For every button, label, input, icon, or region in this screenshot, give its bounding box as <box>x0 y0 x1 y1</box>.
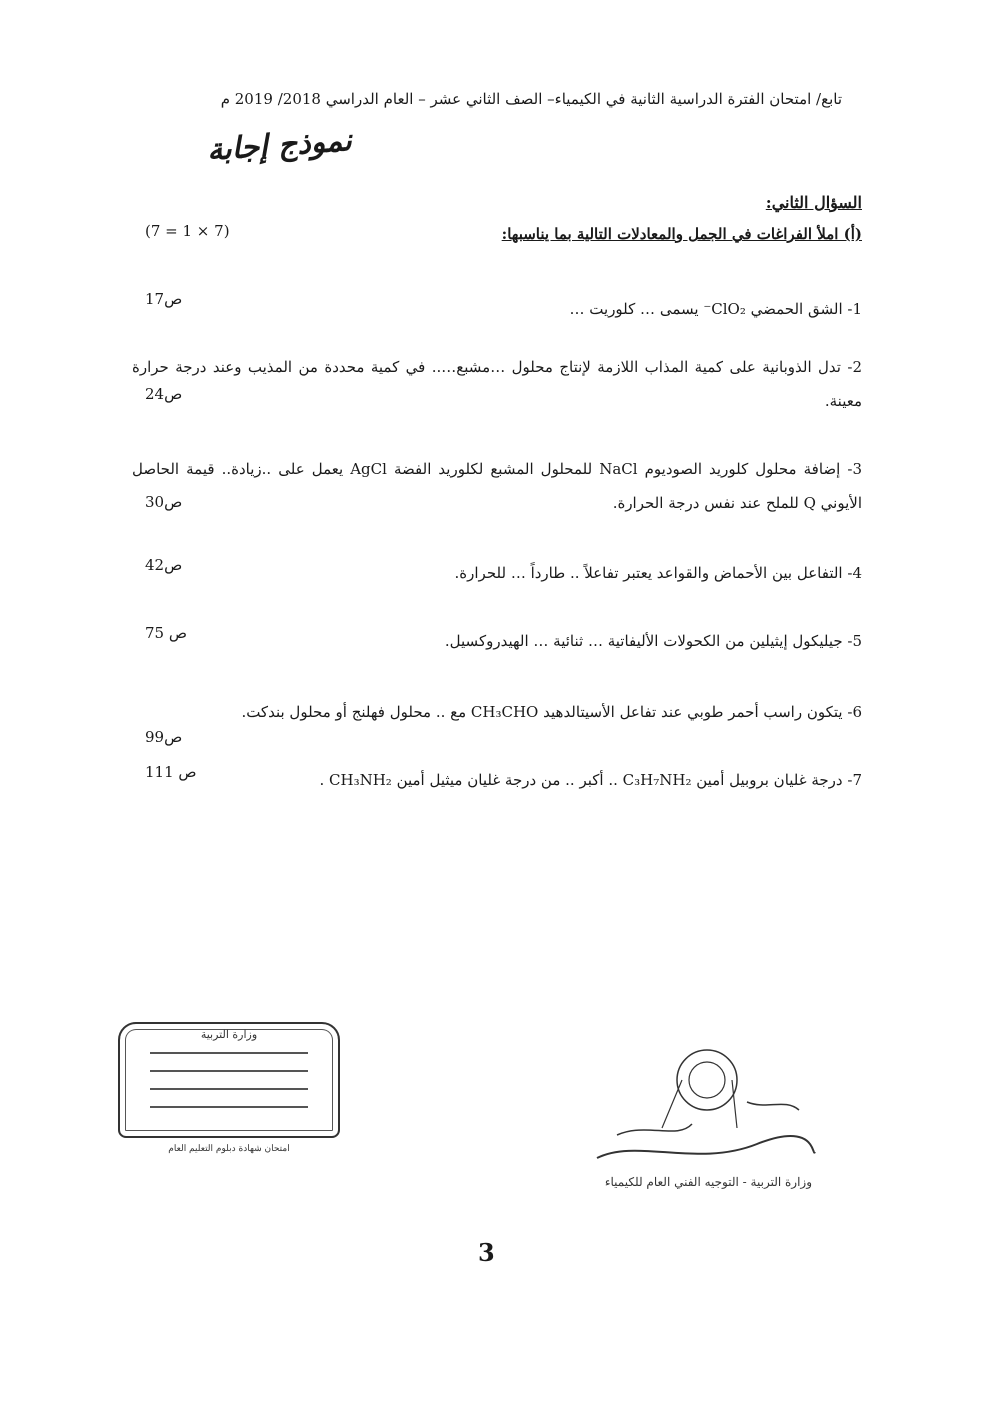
question-item-1: 1- الشق الحمضي ClO₂⁻ يسمى … كلوريت … <box>569 300 862 318</box>
page-number: 3 <box>478 1238 495 1267</box>
page-ref-4: ص42 <box>145 556 183 574</box>
ministry-stamp <box>118 1022 340 1154</box>
page-ref-1: ص17 <box>145 290 183 308</box>
question-item-2: 2- تدل الذوبانية على كمية المذاب اللازمة لإنتاج محلول …مشبع….. في كمية محددة من المذيب وعند درجة حرارة معينة. <box>132 358 862 410</box>
stamp-bottom-text: امتحان شهادة دبلوم التعليم العام <box>168 1144 290 1154</box>
question-item-6: 6- يتكون راسب أحمر طوبي عند تفاعل الأسيتالدهيد CH₃CHO مع .. محلول فهلنج أو محلول بندكت. <box>241 703 862 721</box>
page-ref-7: ص 111 <box>145 763 197 781</box>
seal-text: وزارة التربية - التوجيه الفني العام للكيمياء <box>604 1175 812 1189</box>
page-ref-2: ص24 <box>145 385 183 403</box>
question-instruction: (أ) املأ الفراغات في الجمل والمعادلات التالية بما يناسبها: <box>501 225 862 243</box>
question-item-5: 5- جيليكول إيثيلين من الكحولات الأليفاتية … ثنائية … الهيدروكسيل. <box>444 632 862 650</box>
question-title: السؤال الثاني: <box>765 193 862 212</box>
page-ref-6: ص99 <box>145 728 183 746</box>
exam-header: تابع/ امتحان الفترة الدراسية الثانية في الكيمياء– الصف الثاني عشر – العام الدراسي 2018/ 2019 م <box>220 90 842 108</box>
marks-allocation: (7 = 1 × 7) <box>145 222 230 240</box>
answer-key-title: نموذج إجابة <box>206 122 354 169</box>
page-ref-5: ص 75 <box>145 624 187 642</box>
stamp-top-text: وزارة التربية <box>200 1028 258 1041</box>
question-item-7: 7- درجة غليان بروبيل أمين C₃H₇NH₂ .. أكبر .. من درجة غليان ميثيل أمين CH₃NH₂ . <box>319 771 862 789</box>
question-item-3: 3- إضافة محلول كلوريد الصوديوم NaCl للمحلول المشبع لكلوريد الفضة AgCl يعمل على ..زيادة.. قيمة الحاصل الأيوني Q للملح عند نفس درجة الحرارة. <box>132 460 862 512</box>
question-item-4: 4- التفاعل بين الأحماض والقواعد يعتبر تفاعلاً .. طارداً … للحرارة. <box>454 564 862 582</box>
page-ref-3: ص30 <box>145 493 183 511</box>
supervision-seal-icon <box>587 1040 817 1180</box>
